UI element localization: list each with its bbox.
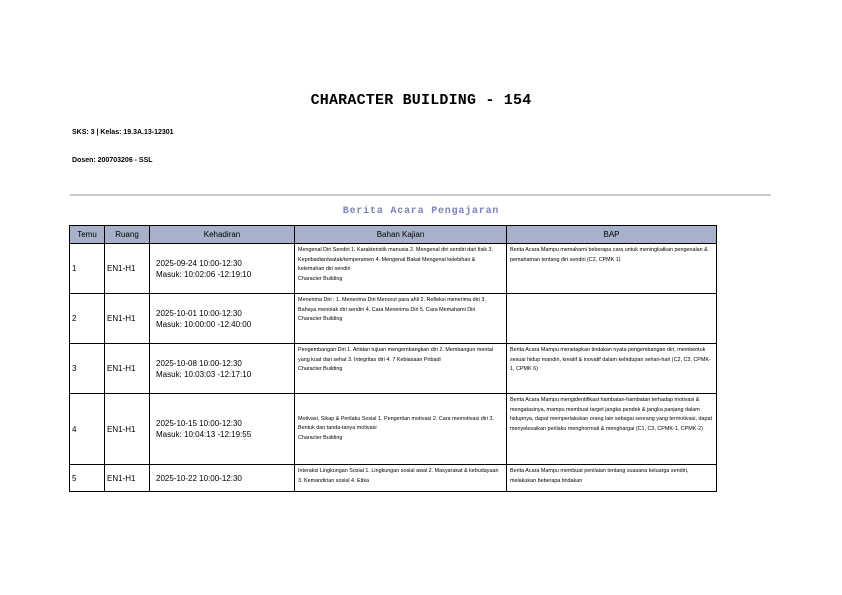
cell-ruang: EN1-H1 — [105, 294, 150, 344]
cell-temu: 5 — [70, 465, 105, 492]
cell-temu: 1 — [70, 244, 105, 294]
section-divider — [70, 194, 771, 196]
cell-temu: 2 — [70, 294, 105, 344]
attendance-time: Masuk: 10:03:03 -12:17:10 — [156, 369, 252, 379]
cell-bap: Berita Acara Mampu mengidentifikasi hambatan-hambatan terhadap motivasi & mengatasinya, mampu membuat target jangka pendek & jangka panjang dalam hidupnya, dapat memperlakukan orang lain sebagai seorang yang termotivasi, dapat menyelesaikan perilaku menghormati & menghargai (C1, C3, CPMK-1, CPMK-2) — [507, 394, 717, 465]
schedule-time: 2025-10-01 10:00-12:30 — [156, 308, 242, 318]
course-name: Character Building — [298, 316, 343, 323]
cell-kehadiran — [150, 465, 295, 492]
attendance-time: Masuk: 10:00:00 -12:40:00 — [156, 319, 252, 329]
table-row — [70, 394, 717, 465]
bap-text: Berita Acara Mampu membuat penilaian tentang suasana keluarga sendiri, melakukan beberapa tindakan — [510, 468, 689, 484]
cell-bahan-kajian — [295, 465, 507, 492]
column-header-bahan-kajian: Bahan Kajian — [295, 226, 507, 244]
cell-temu: 3 — [70, 344, 105, 394]
cell-temu: 4 — [70, 394, 105, 465]
schedule-time: 2025-09-24 10:00-12:30 — [156, 258, 242, 268]
sks-class-info: SKS: 3 | Kelas: 19.3A.13-12301 — [72, 129, 174, 136]
cell-bahan-kajian — [295, 394, 507, 465]
course-name: Character Building — [298, 275, 343, 282]
table-row — [70, 244, 717, 294]
section-title: Berita Acara Pengajaran — [342, 206, 500, 217]
cell-bap: Berita Acara Mampu memahami beberapa cara untuk meningkatkan pengenalan & pemahaman tentang diri sendiri (C2, CPMK 1) — [507, 244, 717, 294]
cell-bap — [507, 465, 717, 492]
cell-bap — [507, 294, 717, 344]
schedule-time: 2025-10-22 10:00-12:30 — [156, 473, 242, 483]
cell-kehadiran — [150, 244, 295, 294]
table-row — [70, 465, 717, 492]
course-name: Character Building — [298, 366, 343, 373]
course-name: Character Building — [298, 434, 343, 441]
column-header-temu: Temu — [70, 226, 105, 244]
cell-kehadiran — [150, 394, 295, 465]
lecturer-info: Dosen: 200703206 - SSL — [72, 157, 153, 164]
cell-ruang: EN1-H1 — [105, 244, 150, 294]
topic-text: Menerima Diri : 1. Menerima Diri Menurut para ahli 2. Refleksi menerima diri 3. Bahaya menolak diri sendiri 4. Cara Menerima Diri 5. Cara Memahami Diri — [298, 297, 486, 313]
column-header-bap: BAP — [507, 226, 717, 244]
table-row — [70, 294, 717, 344]
bap-table — [69, 225, 717, 492]
cell-bahan-kajian — [295, 244, 507, 294]
schedule-time: 2025-10-08 10:00-12:30 — [156, 358, 242, 368]
cell-ruang: EN1-H1 — [105, 465, 150, 492]
cell-bap: Berita Acara Mampu menetapkan tindakan nyata pengembangan diri, membentuk sesuai hidup mandiri, kreatif & inovatif dalam kehidupan sehari-hari (C2, C3, CPMK-1, CPMK 6) — [507, 344, 717, 394]
column-header-ruang: Ruang — [105, 226, 150, 244]
table-header-row — [70, 226, 717, 244]
table-row — [70, 344, 717, 394]
cell-ruang: EN1-H1 — [105, 344, 150, 394]
cell-kehadiran — [150, 294, 295, 344]
page-title: CHARACTER BUILDING - 154 — [310, 92, 532, 109]
topic-text: Interaksi Lingkungan Sosial 1. Lingkungan sosial awal 2. Masyarakat & kebudayaan 3. Kemandirian sosial 4. Etika — [298, 468, 499, 484]
attendance-time: Masuk: 10:02:06 -12:19:10 — [156, 269, 252, 279]
topic-text: Motivasi, Sikap & Perilaku Sosial 1. Pengertian motivasi 2. Cara memotivasi diri 3. Bentuk dan tanda-tanya motivasi — [298, 415, 494, 432]
topic-text: Pengembangan Diri 1. Artidan tujuan mengembangkan diri 2. Membangun mental yang kuat dan sehat 3. Integritas diri 4. 7 Kebiasaan Pribadi — [298, 347, 494, 363]
cell-bahan-kajian — [295, 294, 507, 344]
cell-bahan-kajian — [295, 344, 507, 394]
cell-kehadiran — [150, 344, 295, 394]
schedule-time: 2025-10-15 10:00-12:30 — [156, 419, 242, 428]
topic-text: Mengenal Diri Sendiri 1. Karakteristik manusia 2. Mengenal diri sendiri dari fisik 3. Kepribadian/watak/temperamen 4. Mengenal Bakat Mengenal kelebihan & kelemahan diri sendiri — [298, 247, 494, 273]
attendance-time: Masuk: 10:04:13 -12:19:55 — [156, 430, 252, 439]
cell-ruang: EN1-H1 — [105, 394, 150, 465]
column-header-kehadiran: Kehadiran — [150, 226, 295, 244]
